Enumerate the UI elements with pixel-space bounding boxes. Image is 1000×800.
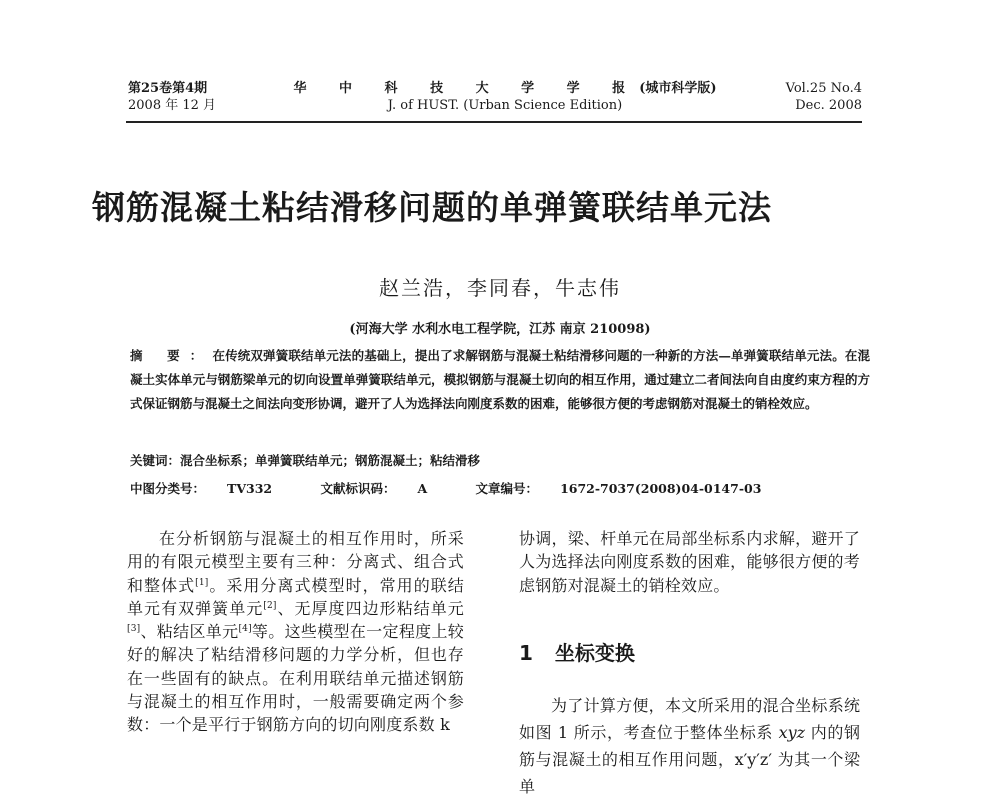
doc-code-label: 文献标识码： — [320, 481, 396, 496]
journal-name-cn — [280, 80, 730, 97]
article-number-label: 文章编号： — [475, 481, 539, 496]
authors: 赵兰浩，李同春，牛志伟 — [379, 276, 621, 300]
section-number: 1 — [519, 641, 533, 665]
date-en: Dec. 2008 — [795, 98, 862, 113]
journal-name-cn-sub: (城市科学版) — [639, 81, 717, 96]
header-rule — [126, 121, 862, 123]
article-number — [476, 481, 784, 496]
journal-name-cn-main: 华 中 科 技 大 学 学 报 — [293, 81, 640, 96]
header-left — [128, 80, 216, 114]
keywords-label: 关键词： — [130, 453, 181, 468]
body-text: 为了计算方便，本文所采用的混合坐标系统如图 1 所示，考查位于整体坐标系 — [519, 696, 860, 742]
header-right — [760, 80, 862, 114]
body-left-column — [127, 527, 464, 737]
affiliation: (河海大学 水利水电工程学院，江苏 南京 210098) — [349, 322, 651, 337]
math-xyz: xyz — [778, 723, 806, 742]
body-text: 、无厚度四边形粘结单元 — [276, 598, 464, 618]
volume-issue-en: Vol.25 No.4 — [785, 81, 862, 96]
document-code — [320, 481, 449, 496]
body-text: 在分析钢筋与混凝土的相互作用时，所采用的有限元模型主要有三种：分离式、组合式和整体式 — [127, 529, 464, 595]
citation-ref: [1] — [195, 577, 209, 588]
paper-title: 钢筋混凝土粘结滑移问题的单弹簧联结单元法 — [92, 188, 772, 227]
doc-code-value: A — [417, 481, 428, 496]
journal-name-en: J. of HUST. (Urban Science Edition) — [387, 98, 623, 113]
section-title: 坐标变换 — [554, 641, 635, 665]
body-text: 。采用分离式模型时，常用的联结单元有双弹簧单元 — [127, 575, 464, 618]
clc-value: TV332 — [227, 481, 273, 496]
citation-ref: [3] — [127, 624, 141, 635]
classification-line — [130, 479, 805, 497]
clc-number — [130, 481, 294, 496]
body-text: 内的钢筋与混凝土的相互作用问题，x′y′z′ 为其一个梁单 — [519, 723, 860, 796]
body-text: 协调，梁、杆单元在局部坐标系内求解，避开了人为选择法向刚度系数的困难，能够很方便的考虑钢筋对混凝土的销栓效应。 — [519, 529, 860, 595]
citation-ref: [4] — [238, 624, 252, 635]
abstract — [130, 344, 870, 416]
header-center — [280, 80, 730, 114]
body-text: 等。这些模型在一定程度上较好的解决了粘结滑移问题的力学分析，但也存在一些固有的缺点。在利用联结单元描述钢筋与混凝土的相互作用时，一般需要确定两个参数：一个是平行于钢筋方向的切向刚度系数 k — [127, 622, 465, 735]
section-body — [519, 692, 860, 800]
date-cn: 2008 年 12 月 — [128, 98, 217, 113]
clc-label: 中图分类号： — [130, 481, 206, 496]
body-right-column — [519, 527, 860, 597]
body-text: 、粘结区单元 — [140, 622, 239, 642]
citation-ref: [2] — [263, 600, 277, 611]
keywords-text: 混合坐标系；单弹簧联结单元；钢筋混凝土；粘结滑移 — [180, 453, 481, 468]
keywords — [130, 451, 480, 469]
volume-issue-cn: 第25卷第4期 — [128, 81, 208, 96]
abstract-label: 摘 要： — [130, 348, 213, 363]
article-number-value: 1672-7037(2008)04-0147-03 — [560, 481, 762, 496]
abstract-text: 在传统双弹簧联结单元法的基础上，提出了求解钢筋与混凝土粘结滑移问题的一种新的方法—单弹簧联结单元法。在混凝土实体单元与钢筋梁单元的切向设置单弹簧联结单元，模拟钢筋与混凝土切向的相互作用，通过建立二者间法向自由度约束方程的方式保证钢筋与混凝土之间法向变形协调，避开了人为选择法向刚度系数的困难，能够很方便的考虑钢筋对混凝土的销栓效应。 — [130, 348, 870, 411]
section-heading — [519, 637, 635, 666]
